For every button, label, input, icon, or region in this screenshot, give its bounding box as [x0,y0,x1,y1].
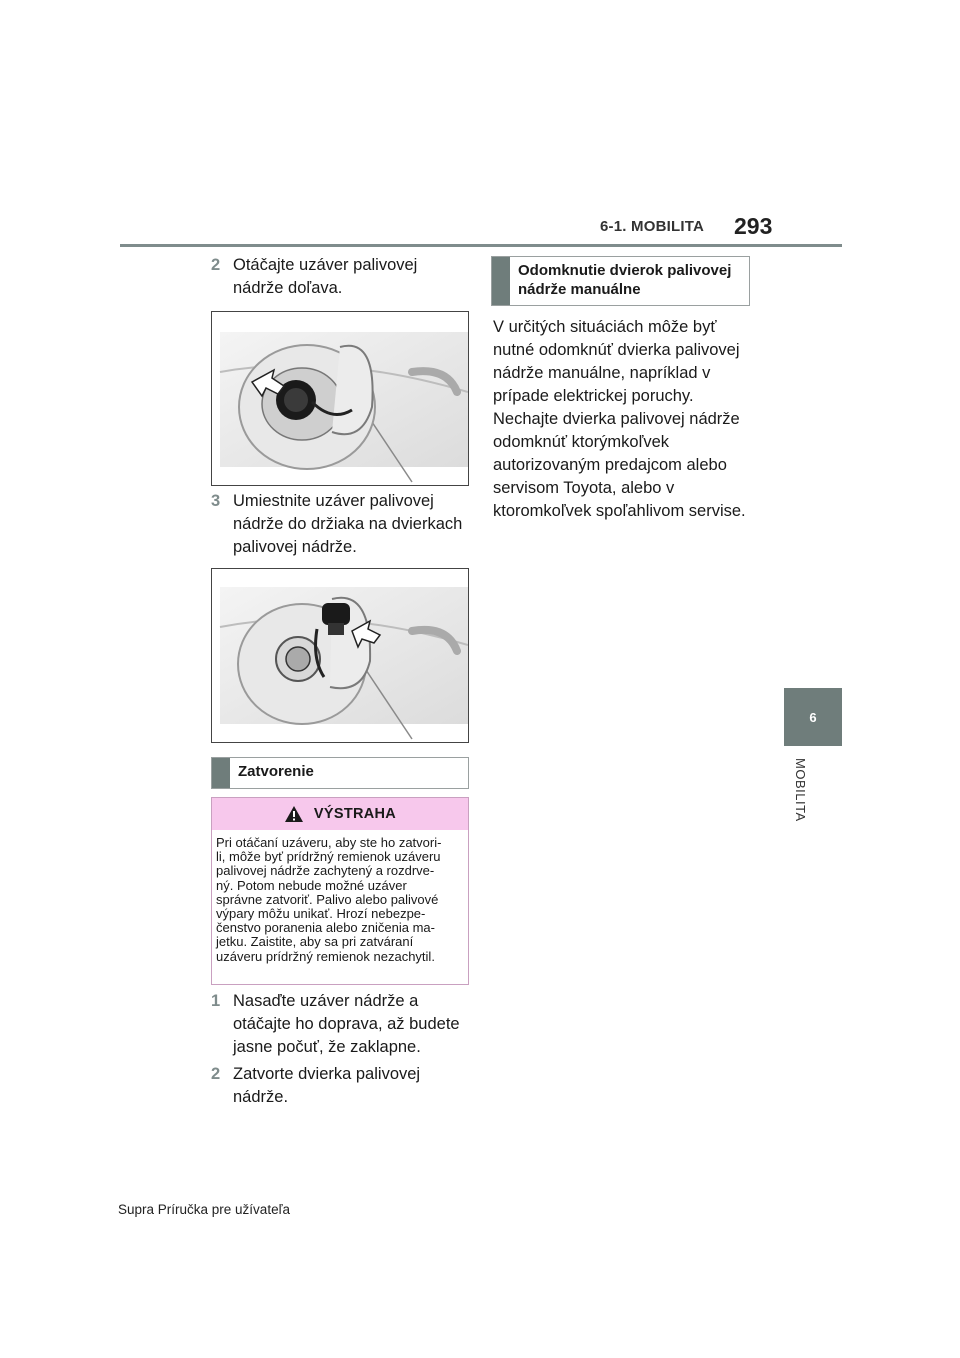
step-number: 2 [211,256,221,274]
closing-step-2 [211,1063,467,1109]
warning-box [211,797,469,985]
paragraph-manual-unlock: V určitých situáciách môže byť nutné odomknúť dvierka palivovej nádrže manuálne, napríklad v prípade elektrickej poruchy. [493,318,740,405]
section-header-bar [492,257,510,305]
section-header-bar [212,758,230,788]
section-header-title: Zatvorenie [238,763,314,780]
step-text: Otáčajte uzáver palivovej nádrže doľava. [233,256,418,297]
warning-text: Pri otáčaní uzáveru, aby ste ho zatvori- li, môže byť prídržný remienok uzáveru palivovej nádrže zachytený a rozdrve- ný. Potom nebude možné uzáver správne zatvoriť. Palivo alebo palivové výpary môžu unikať. Hrozí nebezpe- čenstvo poranenia alebo zničenia ma- jetku. Zaistite, aby sa pri zatváraní uzáveru prídržný remienok nezachytil. [216,835,442,964]
warning-label: VÝSTRAHA [313,806,397,822]
footer-manual-title: Supra Príručka pre užívateľa [118,1202,291,1217]
step-number: 2 [211,1065,221,1083]
figure-fuel-cap-rotate [211,311,469,486]
header-rule [120,244,842,247]
step-number: 1 [211,992,221,1010]
step-text: Umiestnite uzáver palivovej nádrže do držiaka na dvierkach palivovej nádrže. [233,492,463,556]
figure-fuel-cap-holder [211,568,469,743]
step-text: Nasaďte uzáver nádrže a otáčajte ho doprava, až budete jasne počuť, že zaklapne. [233,992,460,1056]
warning-header [212,798,468,830]
step-text: Zatvorte dvierka palivovej nádrže. [233,1065,421,1106]
section-title: 6-1. MOBILITA [600,218,704,235]
closing-step-1 [211,990,473,1059]
section-header-manual-unlock [491,256,750,306]
section-header-closing [211,757,469,789]
page-number: 293 [734,213,773,239]
step-number: 3 [211,492,221,510]
chapter-name: MOBILITA [793,758,808,822]
step-3-place-cap [211,490,467,559]
warning-triangle-icon [284,805,304,823]
step-2-rotate-cap [211,254,467,300]
chapter-tab[interactable] [784,688,842,746]
section-header-title: Odomknutie dvierok palivovej nádrže manuálne [518,262,732,298]
paragraph-service: Nechajte dvierka palivovej nádrže odomknúť ktorýmkoľvek autorizovaným predajcom alebo servisom Toyota, alebo v ktoromkoľvek spoľahlivom servise. [493,410,746,520]
chapter-number: 6 [809,709,817,725]
